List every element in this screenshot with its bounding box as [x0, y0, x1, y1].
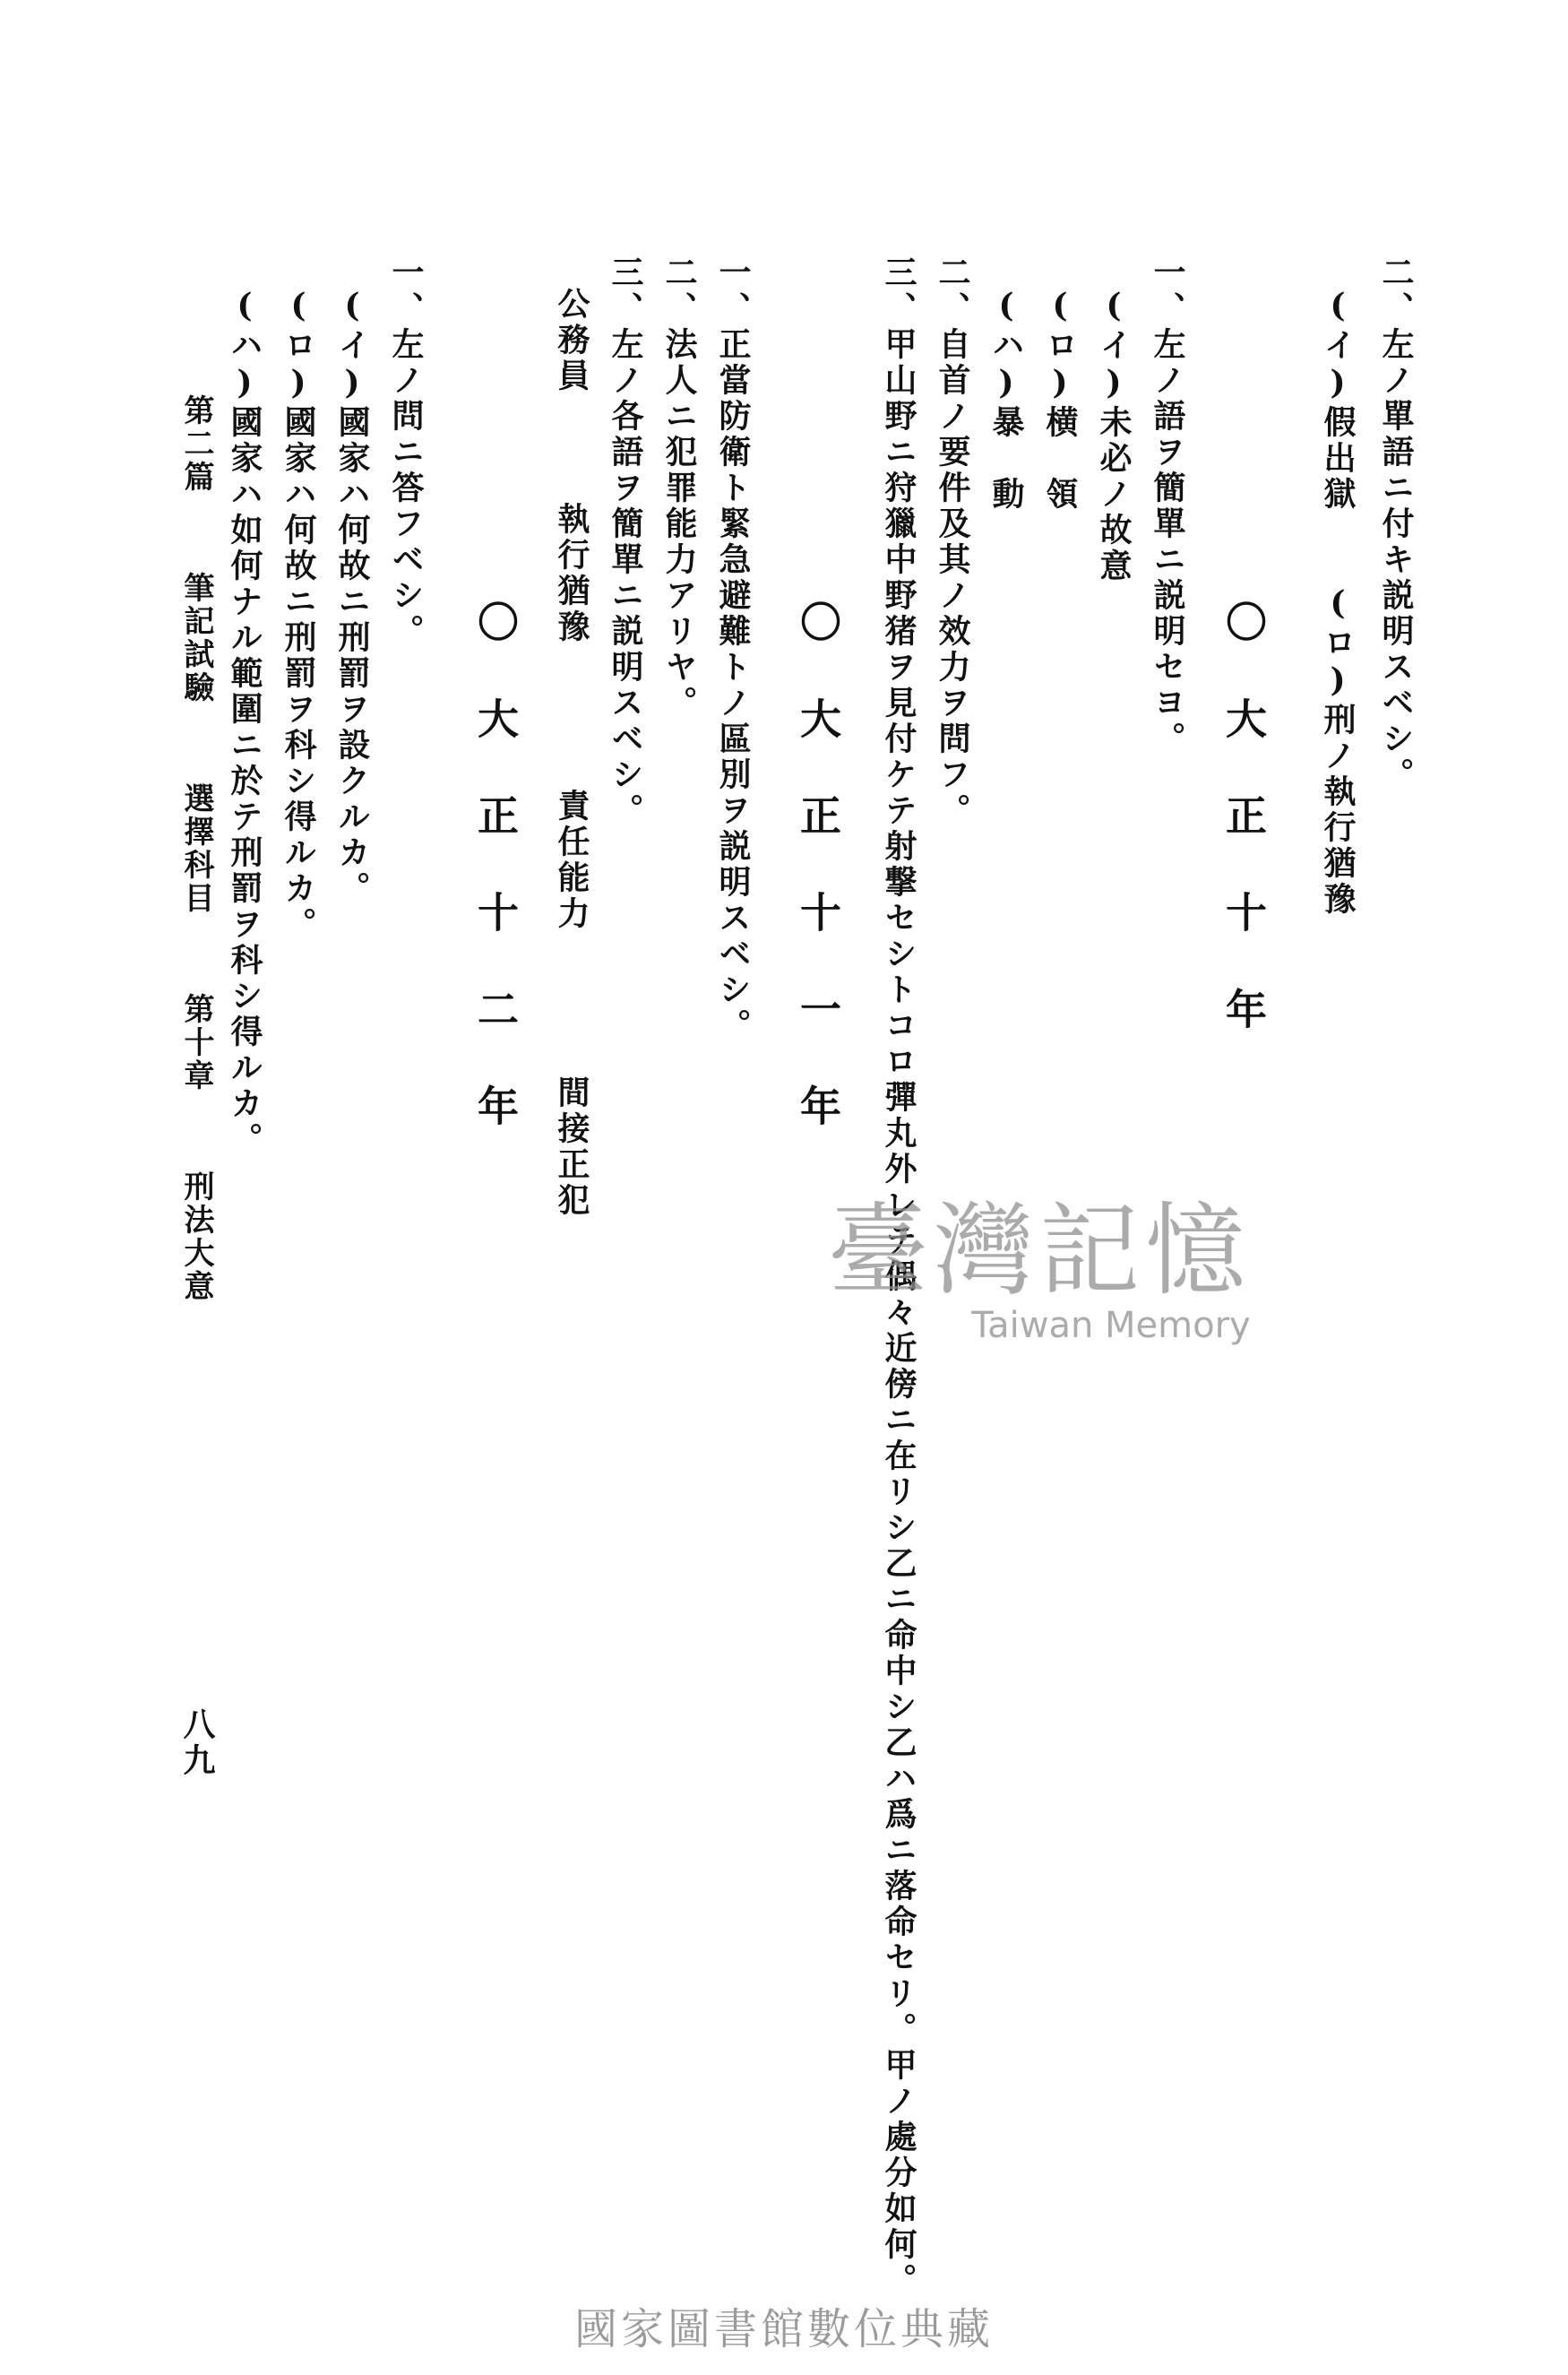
footer-chapter: 第十章	[178, 993, 214, 1092]
text-line: 三、左ノ各語ヲ簡單ニ説明スベシ。	[607, 255, 644, 829]
text-line: 二、法人ニ犯罪能力アリヤ。	[660, 255, 698, 721]
year-heading: 〇大正十一年	[794, 600, 842, 1181]
footer-title: 刑法大意	[178, 1170, 214, 1303]
text-line: 一、正當防衛ト緊急避難トノ區別ヲ説明スベシ。	[714, 255, 752, 1044]
text-line: 一、左ノ問ニ答フベシ。	[387, 255, 425, 650]
text-line: 二、左ノ單語ニ付キ説明スベシ。	[1377, 255, 1415, 793]
footer-chapter-type: 筆記試驗	[178, 572, 214, 704]
text-line: (ハ)暴 動	[987, 287, 1025, 513]
watermark-english: Taiwan Memory	[971, 1305, 1251, 1347]
watermark-chinese: 臺灣記憶	[828, 1193, 1251, 1309]
year-heading: 〇大正十二年	[471, 600, 520, 1181]
text-line: 一、左ノ語ヲ簡單ニ説明セヨ。	[1149, 255, 1186, 757]
footer-part: 第二篇	[178, 394, 214, 494]
text-line: 公務員 執行猶豫 責任能力 間接正犯	[553, 287, 590, 1219]
running-footer	[175, 394, 219, 1343]
library-credit: 國家圖書館數位典藏	[573, 2304, 994, 2354]
text-line: (ハ)國家ハ如何ナル範圍ニ於テ刑罰ヲ科シ得ルカ。	[226, 287, 263, 1158]
text-line: (ロ)國家ハ何故ニ刑罰ヲ科シ得ルカ。	[280, 287, 317, 943]
text-line: (イ)國家ハ何故ニ刑罰ヲ設クルカ。	[333, 287, 371, 907]
text-line: (ロ)横 領	[1041, 287, 1079, 513]
text-line: 二、自首ノ要件及其ノ效力ヲ問フ。	[934, 255, 971, 829]
page-number: 八九	[178, 1707, 216, 1779]
text-line: (イ)未必ノ故意	[1095, 287, 1133, 584]
text-line: (イ)假出獄 (ロ)刑ノ執行猶豫	[1319, 287, 1357, 918]
watermark-logo	[788, 1193, 1290, 1376]
footer-subject-type: 選擇科目	[178, 782, 214, 915]
text-line: 三、甲山野ニ狩獵中野猪ヲ見付ケテ射撃セシトコロ彈丸外レテ偶々近傍ニ在リシ乙ニ命中シ乙ハ爲ニ落命セリ。甲ノ處分如何。	[880, 255, 918, 2299]
year-heading: 〇大正十年	[1219, 600, 1268, 1084]
